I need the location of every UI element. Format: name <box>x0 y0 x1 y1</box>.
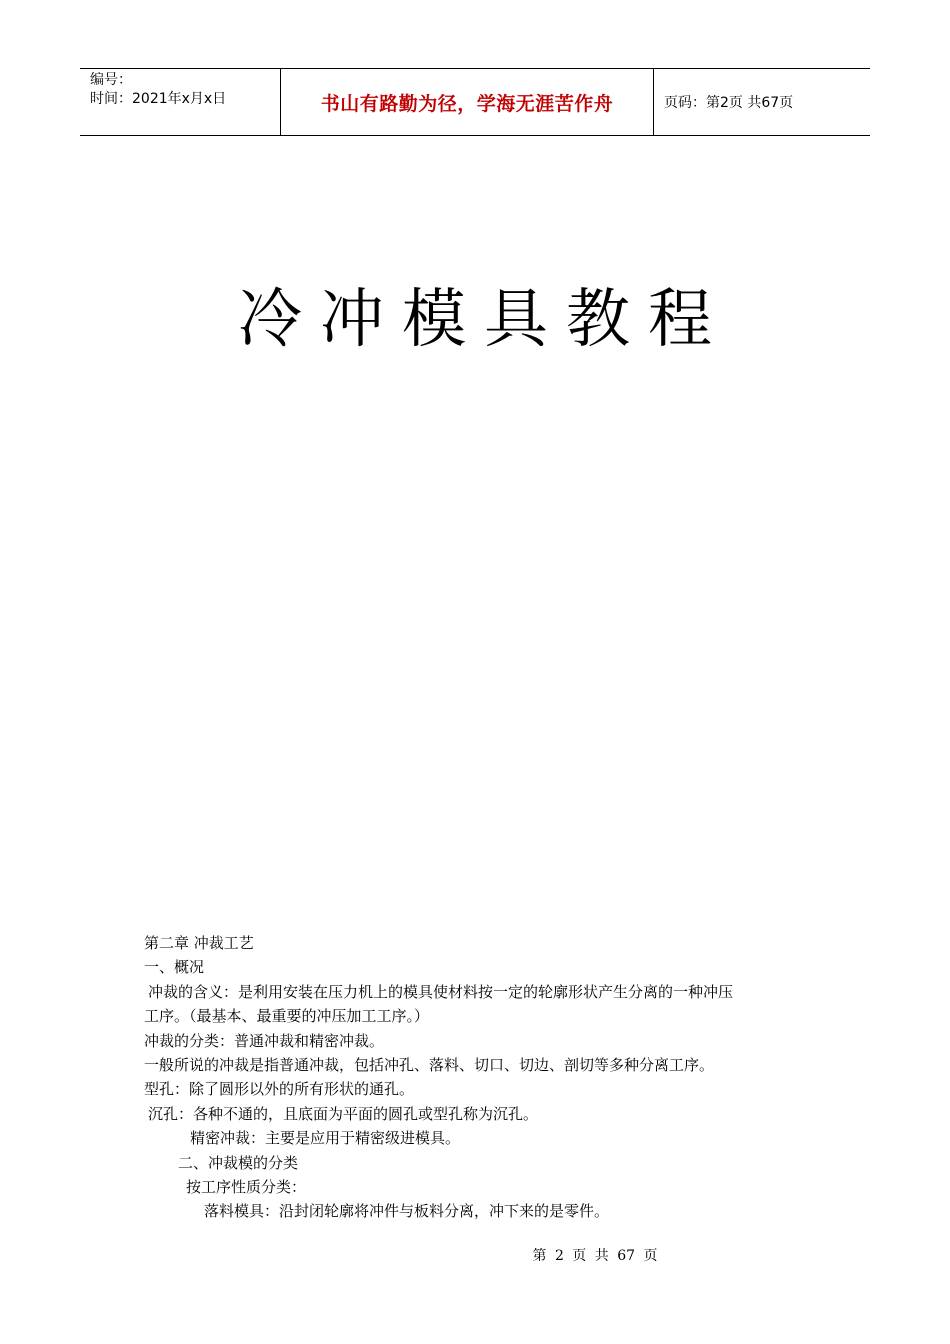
document-header <box>80 68 870 136</box>
header-motto: 书山有路勤为径，学海无涯苦作舟 <box>320 92 614 115</box>
header-page-cell <box>654 69 870 135</box>
header-page-info: 页码：第2页 共67页 <box>664 95 794 111</box>
document-number-label: 编号： <box>90 72 132 88</box>
body-paragraph: 精密冲裁：主要是应用于精密级进模具。 <box>190 1129 461 1148</box>
body-paragraph: 工序。（最基本、最重要的冲压加工工序。） <box>144 1007 430 1026</box>
body-paragraph: 落料模具：沿封闭轮廓将冲件与板料分离，冲下来的是零件。 <box>204 1202 610 1221</box>
body-paragraph: 型孔：除了圆形以外的所有形状的通孔。 <box>144 1080 415 1099</box>
chapter-heading: 第二章 冲裁工艺 <box>144 934 254 952</box>
section-heading: 一、概况 <box>144 958 205 977</box>
body-paragraph: 按工序性质分类： <box>186 1178 307 1197</box>
header-motto-cell <box>281 69 654 135</box>
header-meta-cell <box>80 69 281 135</box>
section-heading: 二、冲裁模的分类 <box>178 1153 299 1172</box>
document-title: 冷冲模具教程 <box>238 283 730 357</box>
document-body <box>144 931 824 1224</box>
body-paragraph: 一般所说的冲裁是指普通冲裁，包括冲孔、落料、切口、切边、剖切等多种分离工序。 <box>144 1056 715 1075</box>
document-date-label: 时间：2021年x月x日 <box>90 91 227 107</box>
body-paragraph: 冲裁的分类：普通冲裁和精密冲裁。 <box>144 1031 385 1050</box>
body-paragraph: 冲裁的含义：是利用安装在压力机上的模具使材料按一定的轮廓形状产生分离的一种冲压 <box>148 982 734 1001</box>
body-paragraph: 沉孔：各种不通的，且底面为平面的圆孔或型孔称为沉孔。 <box>148 1104 539 1123</box>
page-footer: 第 2 页 共 67 页 <box>532 1248 658 1264</box>
